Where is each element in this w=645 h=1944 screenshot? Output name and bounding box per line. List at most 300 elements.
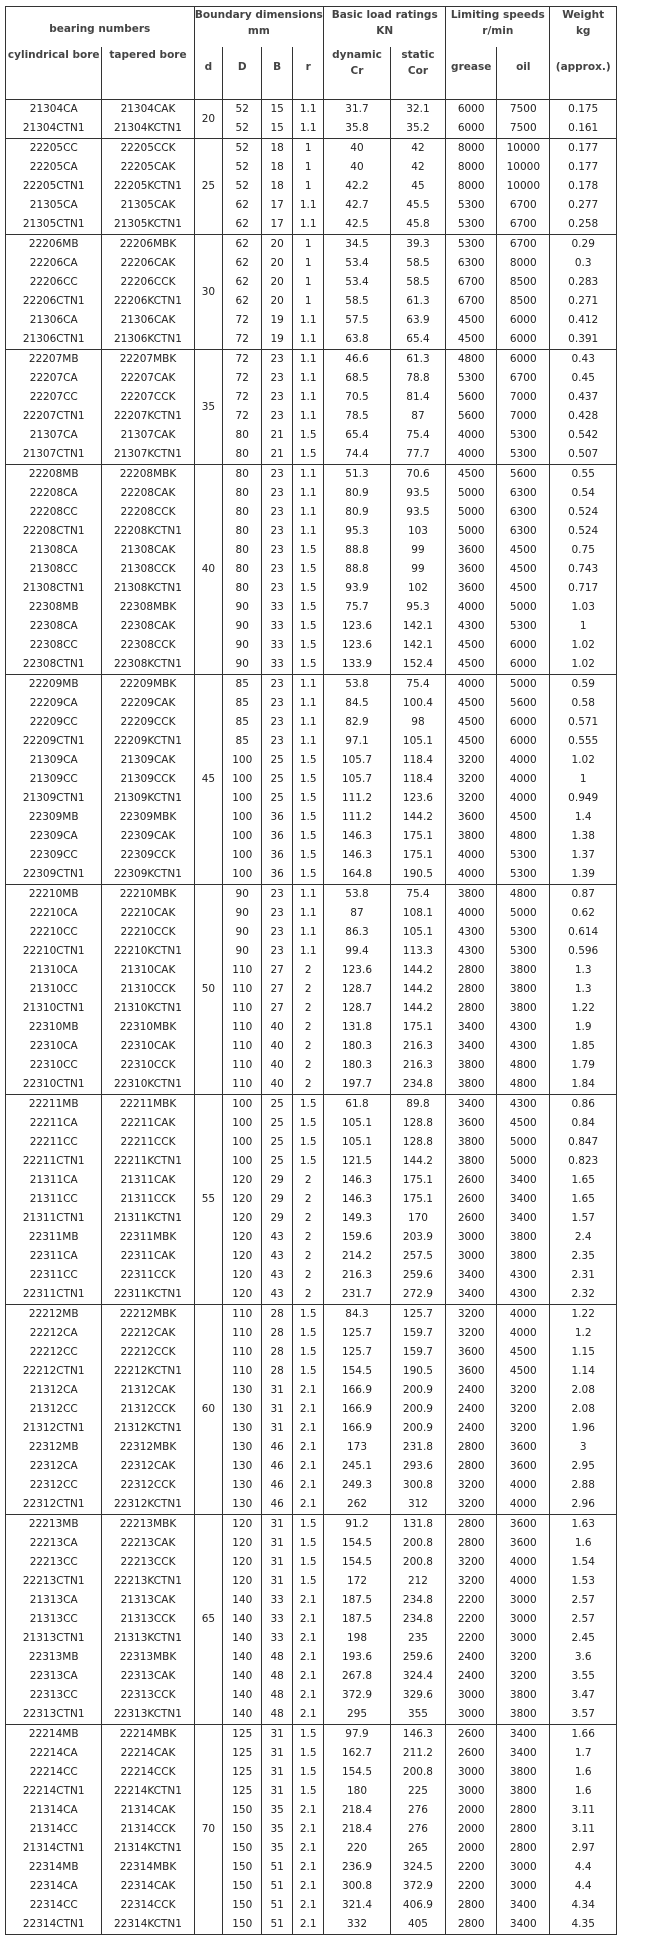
cell-grease-speed: 2800 bbox=[446, 1915, 497, 1935]
cell-r: 2.1 bbox=[293, 1610, 324, 1629]
cell-r: 1.5 bbox=[293, 1515, 324, 1535]
table-row bbox=[6, 655, 617, 675]
cell-r: 1.1 bbox=[293, 119, 324, 139]
cell-B: 51 bbox=[262, 1896, 293, 1915]
cell-grease-speed: 4500 bbox=[446, 636, 497, 655]
cell-D: 80 bbox=[223, 541, 262, 560]
cell-weight: 0.542 bbox=[550, 426, 617, 445]
header-boundary-title: Boundary dimensions bbox=[194, 9, 323, 21]
table-row bbox=[6, 560, 617, 579]
table-row bbox=[6, 1591, 617, 1610]
cell-oil-speed: 3800 bbox=[497, 1705, 550, 1725]
cell-tapered-bore: 22208KCTN1 bbox=[102, 522, 194, 541]
cell-grease-speed: 2400 bbox=[446, 1400, 497, 1419]
table-row bbox=[6, 770, 617, 789]
cell-oil-speed: 10000 bbox=[497, 158, 550, 177]
cell-B: 23 bbox=[262, 503, 293, 522]
cell-B: 29 bbox=[262, 1209, 293, 1228]
cell-grease-speed: 2800 bbox=[446, 1515, 497, 1535]
bore-diameter-d: 55 bbox=[194, 1095, 223, 1305]
table-row bbox=[6, 1915, 617, 1935]
cell-tapered-bore: 21313CAK bbox=[102, 1591, 194, 1610]
cell-cylindrical-bore: 22206CA bbox=[6, 254, 102, 273]
cell-static-cor: 70.6 bbox=[390, 465, 445, 485]
cell-static-cor: 405 bbox=[390, 1915, 445, 1935]
cell-cylindrical-bore: 22213CC bbox=[6, 1553, 102, 1572]
cell-static-cor: 78.8 bbox=[390, 369, 445, 388]
cell-r: 1.5 bbox=[293, 445, 324, 465]
table-row bbox=[6, 1095, 617, 1115]
cell-D: 130 bbox=[223, 1438, 262, 1457]
cell-D: 110 bbox=[223, 1037, 262, 1056]
cell-r: 2.1 bbox=[293, 1476, 324, 1495]
cell-oil-speed: 3200 bbox=[497, 1419, 550, 1438]
cell-cylindrical-bore: 22212CC bbox=[6, 1343, 102, 1362]
cell-dynamic-cr: 123.6 bbox=[324, 617, 391, 636]
cell-weight: 2.88 bbox=[550, 1476, 617, 1495]
cell-tapered-bore: 22206MBK bbox=[102, 235, 194, 255]
cell-B: 23 bbox=[262, 541, 293, 560]
cell-static-cor: 175.1 bbox=[390, 827, 445, 846]
cell-weight: 1.6 bbox=[550, 1534, 617, 1553]
cell-r: 1.1 bbox=[293, 196, 324, 215]
cell-B: 23 bbox=[262, 388, 293, 407]
cell-tapered-bore: 22212MBK bbox=[102, 1305, 194, 1325]
table-row bbox=[6, 1324, 617, 1343]
table-row bbox=[6, 388, 617, 407]
cell-grease-speed: 3200 bbox=[446, 770, 497, 789]
table-row bbox=[6, 1075, 617, 1095]
cell-tapered-bore: 22206CCK bbox=[102, 273, 194, 292]
cell-tapered-bore: 22308CCK bbox=[102, 636, 194, 655]
cell-B: 28 bbox=[262, 1324, 293, 1343]
cell-oil-speed: 3200 bbox=[497, 1667, 550, 1686]
cell-oil-speed: 4300 bbox=[497, 1037, 550, 1056]
table-row bbox=[6, 273, 617, 292]
cell-D: 90 bbox=[223, 923, 262, 942]
cell-weight: 0.45 bbox=[550, 369, 617, 388]
table-row bbox=[6, 1362, 617, 1381]
cell-tapered-bore: 21309CCK bbox=[102, 770, 194, 789]
cell-oil-speed: 3400 bbox=[497, 1190, 550, 1209]
cell-oil-speed: 3200 bbox=[497, 1381, 550, 1400]
table-row bbox=[6, 1438, 617, 1457]
cell-weight: 1.65 bbox=[550, 1171, 617, 1190]
cell-static-cor: 99 bbox=[390, 541, 445, 560]
cell-B: 51 bbox=[262, 1858, 293, 1877]
cell-dynamic-cr: 216.3 bbox=[324, 1266, 391, 1285]
cell-oil-speed: 5000 bbox=[497, 675, 550, 695]
cell-static-cor: 293.6 bbox=[390, 1457, 445, 1476]
cell-D: 90 bbox=[223, 655, 262, 675]
cell-D: 120 bbox=[223, 1171, 262, 1190]
cell-tapered-bore: 21307KCTN1 bbox=[102, 445, 194, 465]
table-row bbox=[6, 904, 617, 923]
cell-B: 46 bbox=[262, 1476, 293, 1495]
cell-weight: 1 bbox=[550, 770, 617, 789]
cell-r: 1.1 bbox=[293, 904, 324, 923]
cell-tapered-bore: 22210KCTN1 bbox=[102, 942, 194, 961]
cell-B: 25 bbox=[262, 770, 293, 789]
cell-D: 110 bbox=[223, 1056, 262, 1075]
cell-D: 120 bbox=[223, 1285, 262, 1305]
cell-grease-speed: 5000 bbox=[446, 503, 497, 522]
cell-cylindrical-bore: 22313CC bbox=[6, 1686, 102, 1705]
cell-dynamic-cr: 180 bbox=[324, 1782, 391, 1801]
cell-tapered-bore: 21308KCTN1 bbox=[102, 579, 194, 598]
cell-dynamic-cr: 131.8 bbox=[324, 1018, 391, 1037]
cell-static-cor: 144.2 bbox=[390, 808, 445, 827]
cell-D: 72 bbox=[223, 407, 262, 426]
cell-oil-speed: 4500 bbox=[497, 1343, 550, 1362]
cell-B: 21 bbox=[262, 445, 293, 465]
cell-weight: 0.161 bbox=[550, 119, 617, 139]
cell-r: 1.1 bbox=[293, 465, 324, 485]
table-row bbox=[6, 407, 617, 426]
cell-tapered-bore: 22310CAK bbox=[102, 1037, 194, 1056]
cell-dynamic-cr: 164.8 bbox=[324, 865, 391, 885]
cell-grease-speed: 2600 bbox=[446, 1190, 497, 1209]
cell-grease-speed: 2400 bbox=[446, 1419, 497, 1438]
cell-oil-speed: 3800 bbox=[497, 1247, 550, 1266]
cell-B: 33 bbox=[262, 655, 293, 675]
cell-dynamic-cr: 80.9 bbox=[324, 503, 391, 522]
cell-grease-speed: 3400 bbox=[446, 1266, 497, 1285]
cell-tapered-bore: 22208CAK bbox=[102, 484, 194, 503]
cell-weight: 0.949 bbox=[550, 789, 617, 808]
cell-oil-speed: 6700 bbox=[497, 215, 550, 235]
cell-weight: 1.6 bbox=[550, 1763, 617, 1782]
cell-tapered-bore: 21310CAK bbox=[102, 961, 194, 980]
cell-weight: 1.37 bbox=[550, 846, 617, 865]
table-row bbox=[6, 177, 617, 196]
cell-static-cor: 300.8 bbox=[390, 1476, 445, 1495]
cell-oil-speed: 5300 bbox=[497, 617, 550, 636]
cell-oil-speed: 3800 bbox=[497, 1686, 550, 1705]
cell-weight: 0.823 bbox=[550, 1152, 617, 1171]
cell-D: 80 bbox=[223, 484, 262, 503]
table-row bbox=[6, 1305, 617, 1325]
cell-oil-speed: 5300 bbox=[497, 865, 550, 885]
cell-cylindrical-bore: 22310MB bbox=[6, 1018, 102, 1037]
cell-dynamic-cr: 88.8 bbox=[324, 560, 391, 579]
cell-weight: 2.97 bbox=[550, 1839, 617, 1858]
cell-r: 1.1 bbox=[293, 942, 324, 961]
cell-r: 1.5 bbox=[293, 655, 324, 675]
cell-static-cor: 89.8 bbox=[390, 1095, 445, 1115]
cell-dynamic-cr: 42.2 bbox=[324, 177, 391, 196]
cell-grease-speed: 6000 bbox=[446, 119, 497, 139]
cell-r: 1.1 bbox=[293, 215, 324, 235]
table-row bbox=[6, 1457, 617, 1476]
cell-oil-speed: 4800 bbox=[497, 1056, 550, 1075]
cell-r: 2 bbox=[293, 1247, 324, 1266]
table-row bbox=[6, 1266, 617, 1285]
cell-oil-speed: 3400 bbox=[497, 1171, 550, 1190]
cell-oil-speed: 3600 bbox=[497, 1515, 550, 1535]
cell-oil-speed: 4000 bbox=[497, 1553, 550, 1572]
cell-weight: 1.14 bbox=[550, 1362, 617, 1381]
bore-diameter-d: 50 bbox=[194, 885, 223, 1095]
cell-grease-speed: 3600 bbox=[446, 808, 497, 827]
cell-tapered-bore: 22310KCTN1 bbox=[102, 1075, 194, 1095]
cell-dynamic-cr: 197.7 bbox=[324, 1075, 391, 1095]
cell-r: 2.1 bbox=[293, 1839, 324, 1858]
cell-tapered-bore: 22207CAK bbox=[102, 369, 194, 388]
table-row bbox=[6, 1744, 617, 1763]
bore-diameter-d: 25 bbox=[194, 139, 223, 235]
cell-grease-speed: 4300 bbox=[446, 617, 497, 636]
cell-grease-speed: 2400 bbox=[446, 1381, 497, 1400]
cell-grease-speed: 5600 bbox=[446, 388, 497, 407]
cell-dynamic-cr: 166.9 bbox=[324, 1381, 391, 1400]
cell-r: 2.1 bbox=[293, 1858, 324, 1877]
cell-static-cor: 235 bbox=[390, 1629, 445, 1648]
cell-cylindrical-bore: 21307CTN1 bbox=[6, 445, 102, 465]
cell-dynamic-cr: 149.3 bbox=[324, 1209, 391, 1228]
header-dynamic bbox=[324, 47, 391, 100]
bearing-spec-table bbox=[5, 6, 617, 1935]
cell-cylindrical-bore: 22208MB bbox=[6, 465, 102, 485]
cell-static-cor: 75.4 bbox=[390, 426, 445, 445]
cell-dynamic-cr: 295 bbox=[324, 1705, 391, 1725]
cell-static-cor: 142.1 bbox=[390, 636, 445, 655]
cell-dynamic-cr: 121.5 bbox=[324, 1152, 391, 1171]
cell-static-cor: 276 bbox=[390, 1820, 445, 1839]
cell-D: 125 bbox=[223, 1782, 262, 1801]
cell-weight: 0.43 bbox=[550, 350, 617, 370]
cell-B: 36 bbox=[262, 846, 293, 865]
cell-r: 2.1 bbox=[293, 1877, 324, 1896]
cell-weight: 1.39 bbox=[550, 865, 617, 885]
table-row bbox=[6, 732, 617, 751]
cell-cylindrical-bore: 22312CC bbox=[6, 1476, 102, 1495]
cell-dynamic-cr: 267.8 bbox=[324, 1667, 391, 1686]
cell-dynamic-cr: 53.8 bbox=[324, 675, 391, 695]
table-row bbox=[6, 1801, 617, 1820]
table-row bbox=[6, 751, 617, 770]
table-row bbox=[6, 330, 617, 350]
cell-grease-speed: 6000 bbox=[446, 100, 497, 120]
cell-grease-speed: 3800 bbox=[446, 827, 497, 846]
cell-D: 100 bbox=[223, 808, 262, 827]
cell-tapered-bore: 21311CAK bbox=[102, 1171, 194, 1190]
cell-static-cor: 200.8 bbox=[390, 1553, 445, 1572]
cell-grease-speed: 4500 bbox=[446, 694, 497, 713]
cell-B: 27 bbox=[262, 999, 293, 1018]
cell-tapered-bore: 22209CCK bbox=[102, 713, 194, 732]
cell-dynamic-cr: 146.3 bbox=[324, 827, 391, 846]
table-row bbox=[6, 1114, 617, 1133]
cell-weight: 1.02 bbox=[550, 751, 617, 770]
cell-oil-speed: 6000 bbox=[497, 732, 550, 751]
cell-grease-speed: 4000 bbox=[446, 865, 497, 885]
cell-oil-speed: 10000 bbox=[497, 139, 550, 159]
cell-D: 90 bbox=[223, 904, 262, 923]
cell-static-cor: 272.9 bbox=[390, 1285, 445, 1305]
cell-D: 80 bbox=[223, 445, 262, 465]
cell-weight: 0.743 bbox=[550, 560, 617, 579]
cell-D: 120 bbox=[223, 1190, 262, 1209]
cell-cylindrical-bore: 22210CC bbox=[6, 923, 102, 942]
cell-dynamic-cr: 166.9 bbox=[324, 1419, 391, 1438]
cell-r: 2.1 bbox=[293, 1667, 324, 1686]
cell-static-cor: 144.2 bbox=[390, 999, 445, 1018]
table-row bbox=[6, 1515, 617, 1535]
cell-D: 90 bbox=[223, 617, 262, 636]
cell-cylindrical-bore: 22309CTN1 bbox=[6, 865, 102, 885]
cell-D: 100 bbox=[223, 865, 262, 885]
cell-cylindrical-bore: 22310CTN1 bbox=[6, 1075, 102, 1095]
cell-dynamic-cr: 53.4 bbox=[324, 273, 391, 292]
cell-oil-speed: 4000 bbox=[497, 770, 550, 789]
cell-dynamic-cr: 46.6 bbox=[324, 350, 391, 370]
cell-tapered-bore: 21314KCTN1 bbox=[102, 1839, 194, 1858]
header-col-B: B bbox=[262, 47, 293, 100]
cell-tapered-bore: 21304KCTN1 bbox=[102, 119, 194, 139]
header-col-r: r bbox=[293, 47, 324, 100]
cell-grease-speed: 8000 bbox=[446, 139, 497, 159]
cell-r: 1.1 bbox=[293, 675, 324, 695]
cell-D: 110 bbox=[223, 999, 262, 1018]
cell-static-cor: 39.3 bbox=[390, 235, 445, 255]
cell-tapered-bore: 22213KCTN1 bbox=[102, 1572, 194, 1591]
cell-cylindrical-bore: 22206CC bbox=[6, 273, 102, 292]
cell-dynamic-cr: 68.5 bbox=[324, 369, 391, 388]
table-row bbox=[6, 579, 617, 598]
cell-static-cor: 131.8 bbox=[390, 1515, 445, 1535]
cell-D: 90 bbox=[223, 885, 262, 905]
cell-cylindrical-bore: 21313CTN1 bbox=[6, 1629, 102, 1648]
cell-grease-speed: 4500 bbox=[446, 311, 497, 330]
cell-cylindrical-bore: 21309CTN1 bbox=[6, 789, 102, 808]
cell-tapered-bore: 22212CCK bbox=[102, 1343, 194, 1362]
cell-grease-speed: 2200 bbox=[446, 1610, 497, 1629]
cell-weight: 0.507 bbox=[550, 445, 617, 465]
table-row bbox=[6, 675, 617, 695]
table-row bbox=[6, 1476, 617, 1495]
cell-cylindrical-bore: 21310CTN1 bbox=[6, 999, 102, 1018]
cell-B: 33 bbox=[262, 636, 293, 655]
cell-weight: 0.258 bbox=[550, 215, 617, 235]
cell-dynamic-cr: 123.6 bbox=[324, 636, 391, 655]
cell-r: 2.1 bbox=[293, 1820, 324, 1839]
cell-static-cor: 203.9 bbox=[390, 1228, 445, 1247]
cell-D: 62 bbox=[223, 196, 262, 215]
cell-static-cor: 75.4 bbox=[390, 885, 445, 905]
table-row bbox=[6, 980, 617, 999]
cell-B: 23 bbox=[262, 675, 293, 695]
cell-B: 15 bbox=[262, 119, 293, 139]
header-col-D: D bbox=[223, 47, 262, 100]
cell-tapered-bore: 22213CAK bbox=[102, 1534, 194, 1553]
cell-tapered-bore: 21311CCK bbox=[102, 1190, 194, 1209]
cell-weight: 2.57 bbox=[550, 1591, 617, 1610]
cell-weight: 2.31 bbox=[550, 1266, 617, 1285]
table-row bbox=[6, 215, 617, 235]
cell-dynamic-cr: 133.9 bbox=[324, 655, 391, 675]
cell-static-cor: 105.1 bbox=[390, 732, 445, 751]
cell-dynamic-cr: 146.3 bbox=[324, 1171, 391, 1190]
cell-static-cor: 212 bbox=[390, 1572, 445, 1591]
cell-static-cor: 211.2 bbox=[390, 1744, 445, 1763]
cell-oil-speed: 5300 bbox=[497, 445, 550, 465]
cell-D: 72 bbox=[223, 388, 262, 407]
bore-diameter-d: 30 bbox=[194, 235, 223, 350]
cell-weight: 0.428 bbox=[550, 407, 617, 426]
cell-tapered-bore: 22308CAK bbox=[102, 617, 194, 636]
cell-grease-speed: 4300 bbox=[446, 923, 497, 942]
cell-cylindrical-bore: 22309MB bbox=[6, 808, 102, 827]
cell-weight: 0.596 bbox=[550, 942, 617, 961]
cell-static-cor: 159.7 bbox=[390, 1343, 445, 1362]
table-row bbox=[6, 522, 617, 541]
cell-r: 1 bbox=[293, 254, 324, 273]
cell-D: 125 bbox=[223, 1763, 262, 1782]
table-row bbox=[6, 1763, 617, 1782]
cell-static-cor: 93.5 bbox=[390, 503, 445, 522]
cell-grease-speed: 3200 bbox=[446, 1553, 497, 1572]
cell-weight: 0.84 bbox=[550, 1114, 617, 1133]
cell-B: 31 bbox=[262, 1419, 293, 1438]
cell-dynamic-cr: 87 bbox=[324, 904, 391, 923]
cell-cylindrical-bore: 22208CA bbox=[6, 484, 102, 503]
cell-r: 2.1 bbox=[293, 1915, 324, 1935]
cell-static-cor: 234.8 bbox=[390, 1610, 445, 1629]
cell-D: 140 bbox=[223, 1686, 262, 1705]
cell-r: 2 bbox=[293, 1228, 324, 1247]
cell-B: 48 bbox=[262, 1686, 293, 1705]
cell-weight: 0.177 bbox=[550, 139, 617, 159]
cell-static-cor: 99 bbox=[390, 560, 445, 579]
cell-grease-speed: 4800 bbox=[446, 350, 497, 370]
cell-B: 17 bbox=[262, 215, 293, 235]
cell-cylindrical-bore: 21305CA bbox=[6, 196, 102, 215]
cell-B: 23 bbox=[262, 885, 293, 905]
cell-D: 100 bbox=[223, 1133, 262, 1152]
cell-D: 72 bbox=[223, 311, 262, 330]
cell-weight: 0.614 bbox=[550, 923, 617, 942]
cell-D: 130 bbox=[223, 1381, 262, 1400]
cell-weight: 2.08 bbox=[550, 1381, 617, 1400]
cell-weight: 0.277 bbox=[550, 196, 617, 215]
cell-tapered-bore: 22207MBK bbox=[102, 350, 194, 370]
cell-tapered-bore: 21309CAK bbox=[102, 751, 194, 770]
cell-static-cor: 103 bbox=[390, 522, 445, 541]
cell-D: 85 bbox=[223, 732, 262, 751]
header-grease: grease bbox=[446, 47, 497, 100]
cell-grease-speed: 3600 bbox=[446, 541, 497, 560]
cell-B: 43 bbox=[262, 1285, 293, 1305]
cell-oil-speed: 3800 bbox=[497, 999, 550, 1018]
cell-r: 1 bbox=[293, 235, 324, 255]
cell-grease-speed: 2000 bbox=[446, 1839, 497, 1858]
cell-static-cor: 259.6 bbox=[390, 1648, 445, 1667]
cell-r: 1.5 bbox=[293, 1133, 324, 1152]
cell-r: 1.5 bbox=[293, 579, 324, 598]
table-row bbox=[6, 1534, 617, 1553]
cell-D: 140 bbox=[223, 1610, 262, 1629]
cell-oil-speed: 4500 bbox=[497, 1362, 550, 1381]
cell-D: 120 bbox=[223, 1515, 262, 1535]
cell-r: 1.5 bbox=[293, 1324, 324, 1343]
cell-static-cor: 329.6 bbox=[390, 1686, 445, 1705]
cell-dynamic-cr: 31.7 bbox=[324, 100, 391, 120]
cell-oil-speed: 6000 bbox=[497, 655, 550, 675]
cell-D: 150 bbox=[223, 1877, 262, 1896]
cell-tapered-bore: 21310KCTN1 bbox=[102, 999, 194, 1018]
cell-D: 80 bbox=[223, 465, 262, 485]
